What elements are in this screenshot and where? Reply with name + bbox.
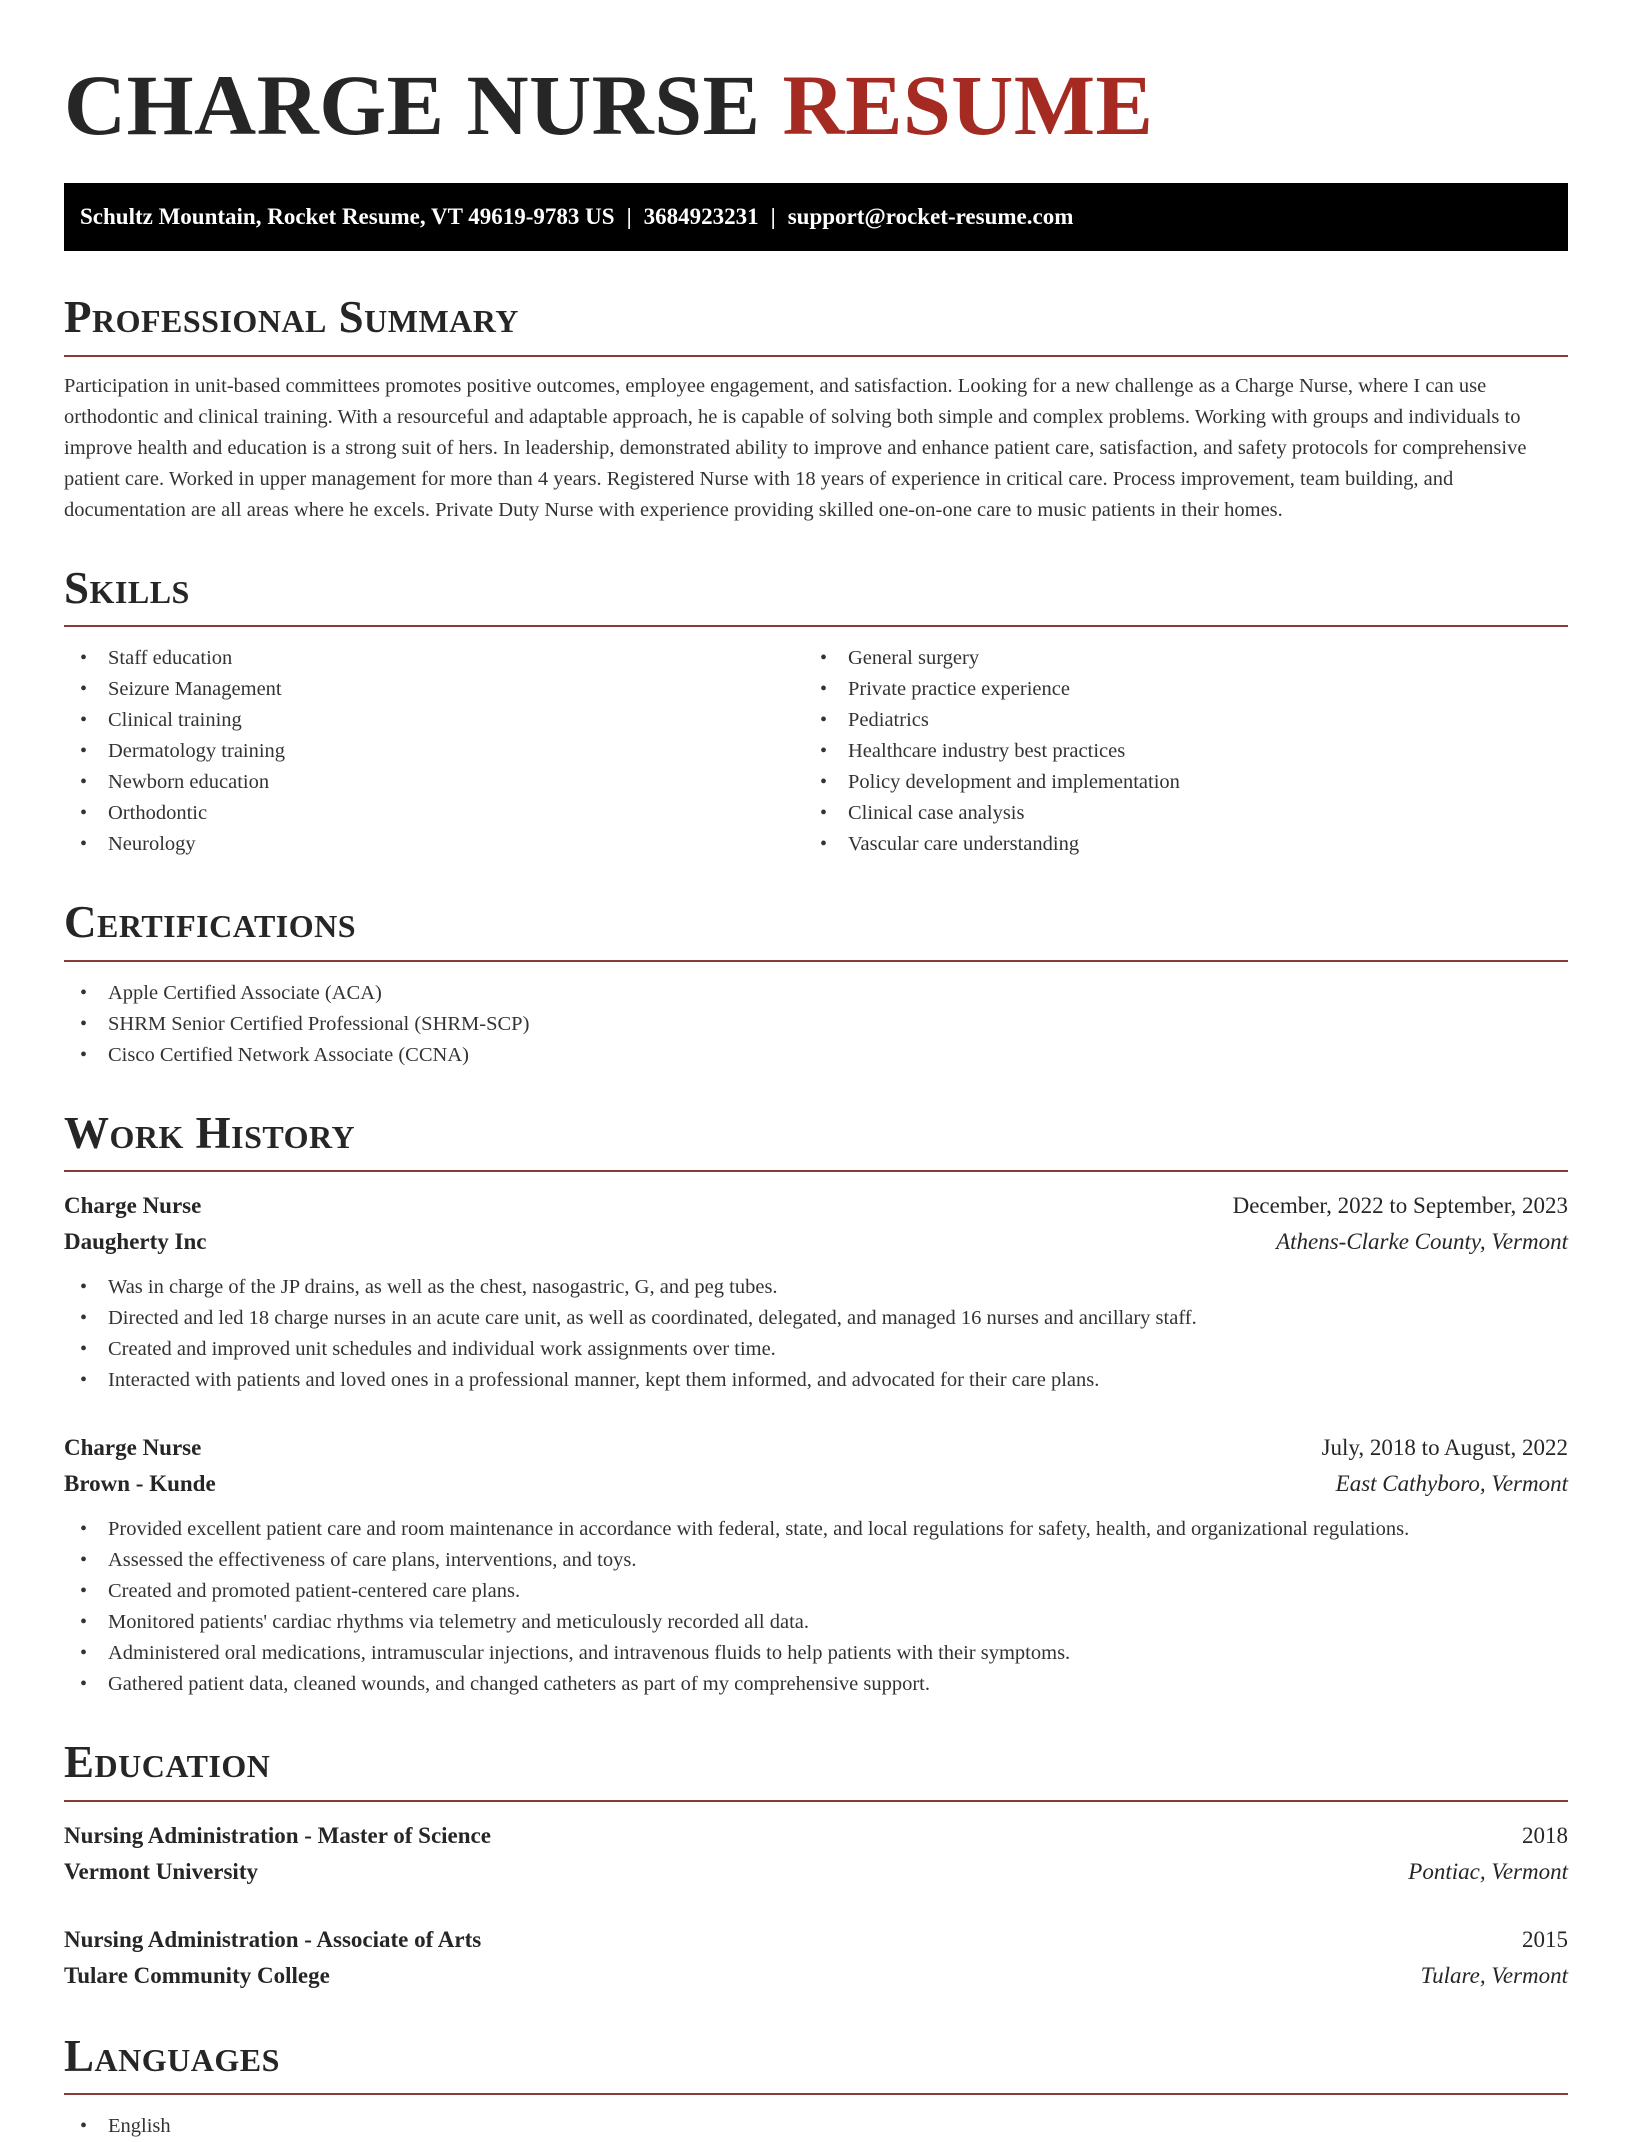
job-duty: • Created and improved unit schedules and individual work assignments over time. — [64, 1334, 1568, 1365]
contact-address: Schultz Mountain, Rocket Resume, VT 49619-9783 US — [80, 204, 615, 230]
skill-item: • Clinical case analysis — [804, 798, 1544, 829]
education-location: Tulare, Vermont — [1420, 1962, 1568, 1988]
skills-heading: Skills — [64, 564, 1568, 628]
skills-list-right — [804, 643, 1544, 860]
job-entry — [64, 1430, 1568, 1700]
job-title: Charge Nurse — [64, 1435, 202, 1461]
languages-list — [64, 2111, 1568, 2142]
contact-phone[interactable]: 3684923231 — [643, 204, 759, 230]
skill-item: • Private practice experience — [804, 674, 1544, 705]
job-duties-list — [64, 1272, 1568, 1396]
work-history-heading: Work History — [64, 1109, 1568, 1173]
job-company: Daugherty Inc — [64, 1229, 207, 1255]
job-duty: • Was in charge of the JP drains, as well as the chest, nasogastric, G, and peg tubes. — [64, 1272, 1568, 1303]
job-company-row — [64, 1466, 1568, 1502]
skill-item: • Neurology — [64, 829, 804, 860]
education-heading: Education — [64, 1738, 1568, 1802]
education-degree-row — [64, 1818, 1568, 1854]
summary-section — [64, 293, 1568, 526]
education-school-row — [64, 1958, 1568, 1994]
skills-section — [64, 564, 1568, 861]
skills-list-left — [64, 643, 804, 860]
job-duties-list — [64, 1514, 1568, 1700]
education-degree: Nursing Administration - Associate of Arts — [64, 1926, 482, 1952]
certification-item: • Apple Certified Associate (ACA) — [64, 978, 1568, 1009]
job-duty: • Provided excellent patient care and room maintenance in accordance with federal, state, and local regulations for safety, health, and organizational regulations. — [64, 1514, 1568, 1545]
resume-page — [64, 0, 1568, 2142]
skill-item: • Healthcare industry best practices — [804, 736, 1544, 767]
education-year: 2015 — [1522, 1926, 1568, 1952]
languages-section — [64, 2032, 1568, 2142]
title-main: CHARGE NURSE — [64, 57, 761, 153]
skill-item: • Newborn education — [64, 767, 804, 798]
job-company-row — [64, 1224, 1568, 1260]
skill-item: • General surgery — [804, 643, 1544, 674]
skill-item: • Vascular care understanding — [804, 829, 1544, 860]
certification-item: • Cisco Certified Network Associate (CCNA) — [64, 1040, 1568, 1071]
education-year: 2018 — [1522, 1822, 1568, 1848]
job-company: Brown - Kunde — [64, 1471, 216, 1497]
work-history-section — [64, 1109, 1568, 1701]
certifications-heading: Certifications — [64, 898, 1568, 962]
skill-item: • Seizure Management — [64, 674, 804, 705]
contact-separator: | — [626, 204, 632, 230]
skill-item: • Pediatrics — [804, 705, 1544, 736]
education-location: Pontiac, Vermont — [1408, 1858, 1568, 1884]
job-header-row — [64, 1188, 1568, 1224]
title-accent: RESUME — [782, 57, 1154, 153]
job-duty: • Administered oral medications, intramuscular injections, and intravenous fluids to help patients with their symptoms. — [64, 1638, 1568, 1669]
job-duty: • Gathered patient data, cleaned wounds, and changed catheters as part of my comprehensive support. — [64, 1669, 1568, 1700]
certifications-section — [64, 898, 1568, 1071]
skill-item: • Policy development and implementation — [804, 767, 1544, 798]
job-location: Athens-Clarke County, Vermont — [1276, 1229, 1568, 1255]
job-duty: • Directed and led 18 charge nurses in an acute care unit, as well as coordinated, delegated, and managed 16 nurses and ancillary staff. — [64, 1303, 1568, 1334]
education-entry — [64, 1922, 1568, 1994]
certification-item: • SHRM Senior Certified Professional (SHRM-SCP) — [64, 1009, 1568, 1040]
skill-item: • Orthodontic — [64, 798, 804, 829]
education-degree-row — [64, 1922, 1568, 1958]
education-section — [64, 1738, 1568, 1994]
contact-email[interactable]: support@rocket-resume.com — [787, 204, 1074, 230]
education-school-row — [64, 1854, 1568, 1890]
summary-heading: Professional Summary — [64, 293, 1568, 357]
education-school: Tulare Community College — [64, 1962, 330, 1988]
skills-columns — [64, 627, 1568, 860]
languages-heading: Languages — [64, 2032, 1568, 2096]
contact-separator: | — [770, 204, 776, 230]
skill-item: • Clinical training — [64, 705, 804, 736]
resume-title — [64, 54, 1568, 157]
job-title: Charge Nurse — [64, 1193, 202, 1219]
job-duty: • Assessed the effectiveness of care plans, interventions, and toys. — [64, 1545, 1568, 1576]
job-header-row — [64, 1430, 1568, 1466]
education-entry — [64, 1818, 1568, 1890]
job-location: East Cathyboro, Vermont — [1335, 1471, 1568, 1497]
job-entry — [64, 1188, 1568, 1396]
job-duty: • Monitored patients' cardiac rhythms via telemetry and meticulously recorded all data. — [64, 1607, 1568, 1638]
certifications-list — [64, 978, 1568, 1071]
language-item: • English — [64, 2111, 1568, 2142]
contact-bar — [64, 183, 1568, 251]
skill-item: • Staff education — [64, 643, 804, 674]
skill-item: • Dermatology training — [64, 736, 804, 767]
summary-text: Participation in unit-based committees promotes positive outcomes, employee engagement, and satisfaction. Looking for a new challenge as a Charge Nurse, where I can use orthodontic and clinical training. With a resourceful and adaptable approach, he is capable of solving both simple and complex problems. Working with groups and individuals to improve health and education is a strong suit of hers. In leadership, demonstrated ability to improve and enhance patient care, satisfaction, and safety protocols for comprehensive patient care. Worked in upper management for more than 4 years. Registered Nurse with 18 years of experience in critical care. Process improvement, team building, and documentation are all areas where he excels. Private Duty Nurse with experience providing skilled one-on-one care to music patients in their homes. — [64, 374, 1527, 521]
job-dates: December, 2022 to September, 2023 — [1232, 1193, 1568, 1219]
job-dates: July, 2018 to August, 2022 — [1321, 1435, 1568, 1461]
job-duty: • Interacted with patients and loved ones in a professional manner, kept them informed, and advocated for their care plans. — [64, 1365, 1568, 1396]
job-duty: • Created and promoted patient-centered care plans. — [64, 1576, 1568, 1607]
education-school: Vermont University — [64, 1858, 258, 1884]
education-degree: Nursing Administration - Master of Science — [64, 1822, 491, 1848]
